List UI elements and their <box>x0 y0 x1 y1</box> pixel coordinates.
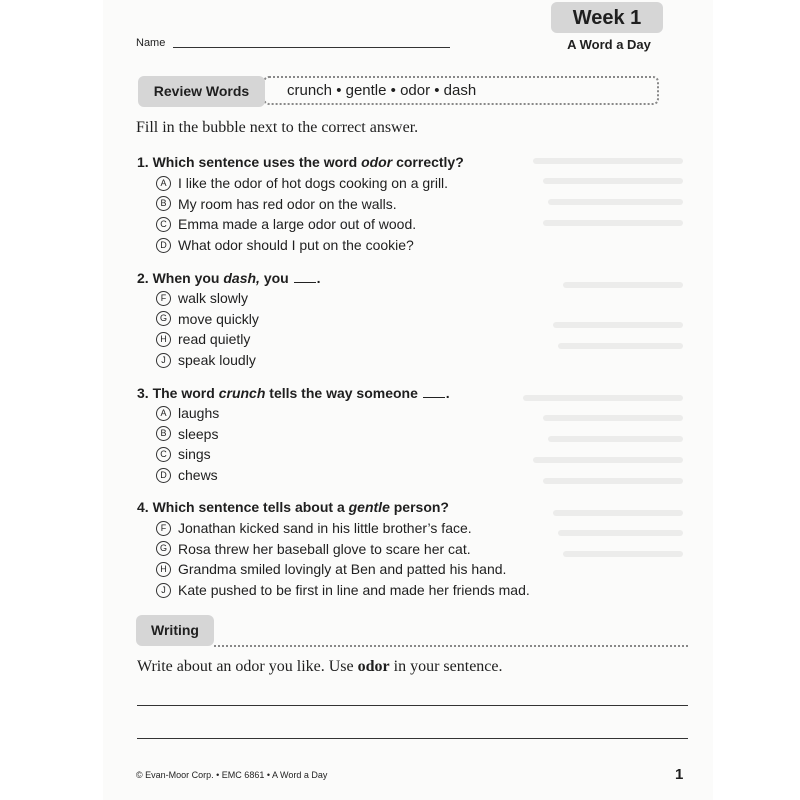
writing-divider <box>214 645 688 647</box>
name-input-line[interactable] <box>173 47 450 48</box>
answer-option[interactable]: D chews <box>156 465 219 486</box>
answer-bubble-icon[interactable]: H <box>156 562 171 577</box>
name-label: Name <box>136 37 166 49</box>
answer-option[interactable]: H Grandma smiled lovingly at Ben and patted his hand. <box>156 559 530 580</box>
answer-bubble-icon[interactable]: F <box>156 291 171 306</box>
question-3-options <box>156 403 219 485</box>
answer-bubble-icon[interactable]: B <box>156 196 171 211</box>
book-subtitle: A Word a Day <box>567 37 651 52</box>
answer-option[interactable]: D What odor should I put on the cookie? <box>156 235 448 256</box>
answer-bubble-icon[interactable]: J <box>156 583 171 598</box>
answer-option[interactable]: F Jonathan kicked sand in his little brother’s face. <box>156 518 530 539</box>
answer-option[interactable]: C sings <box>156 444 219 465</box>
question-2: 2. When you dash, you . <box>137 270 321 286</box>
answer-option[interactable]: J Kate pushed to be first in line and made her friends mad. <box>156 580 530 601</box>
answer-bubble-icon[interactable]: G <box>156 311 171 326</box>
question-4: 4. Which sentence tells about a gentle person? <box>137 499 449 515</box>
page-number: 1 <box>675 766 684 783</box>
question-2-options <box>156 288 259 370</box>
answer-option[interactable]: H read quietly <box>156 329 259 350</box>
answer-bubble-icon[interactable]: D <box>156 468 171 483</box>
answer-option[interactable]: B sleeps <box>156 424 219 445</box>
footer-credit: © Evan-Moor Corp. • EMC 6861 • A Word a Day <box>136 770 328 780</box>
answer-bubble-icon[interactable]: D <box>156 238 171 253</box>
answer-bubble-icon[interactable]: J <box>156 353 171 368</box>
answer-option[interactable]: F walk slowly <box>156 288 259 309</box>
answer-blank <box>294 271 316 283</box>
answer-bubble-icon[interactable]: A <box>156 406 171 421</box>
writing-prompt: Write about an odor you like. Use odor in your sentence. <box>137 658 503 675</box>
answer-option[interactable]: A laughs <box>156 403 219 424</box>
question-3: 3. The word crunch tells the way someone . <box>137 385 450 401</box>
answer-option[interactable]: G Rosa threw her baseball glove to scare her cat. <box>156 539 530 560</box>
question-1-options <box>156 173 448 255</box>
answer-bubble-icon[interactable]: H <box>156 332 171 347</box>
answer-option[interactable]: B My room has red odor on the walls. <box>156 194 448 215</box>
answer-option[interactable]: C Emma made a large odor out of wood. <box>156 214 448 235</box>
answer-bubble-icon[interactable]: C <box>156 447 171 462</box>
answer-bubble-icon[interactable]: A <box>156 176 171 191</box>
instruction-text: Fill in the bubble next to the correct answer. <box>136 119 419 136</box>
question-1: 1. Which sentence uses the word odor correctly? <box>137 154 464 170</box>
review-words-list: crunch • gentle • odor • dash <box>287 82 477 99</box>
answer-bubble-icon[interactable]: B <box>156 426 171 441</box>
answer-option[interactable]: G move quickly <box>156 309 259 330</box>
week-tab: Week 1 <box>551 2 663 33</box>
answer-option[interactable]: J speak loudly <box>156 350 259 371</box>
answer-bubble-icon[interactable]: F <box>156 521 171 536</box>
question-4-options <box>156 518 530 600</box>
answer-bubble-icon[interactable]: C <box>156 217 171 232</box>
writing-answer-line[interactable] <box>137 738 688 739</box>
answer-option[interactable]: A I like the odor of hot dogs cooking on a grill. <box>156 173 448 194</box>
writing-label: Writing <box>136 615 214 646</box>
review-words-label: Review Words <box>138 76 265 107</box>
answer-bubble-icon[interactable]: G <box>156 541 171 556</box>
answer-blank <box>423 386 445 398</box>
worksheet-page <box>103 0 713 800</box>
writing-answer-line[interactable] <box>137 705 688 706</box>
